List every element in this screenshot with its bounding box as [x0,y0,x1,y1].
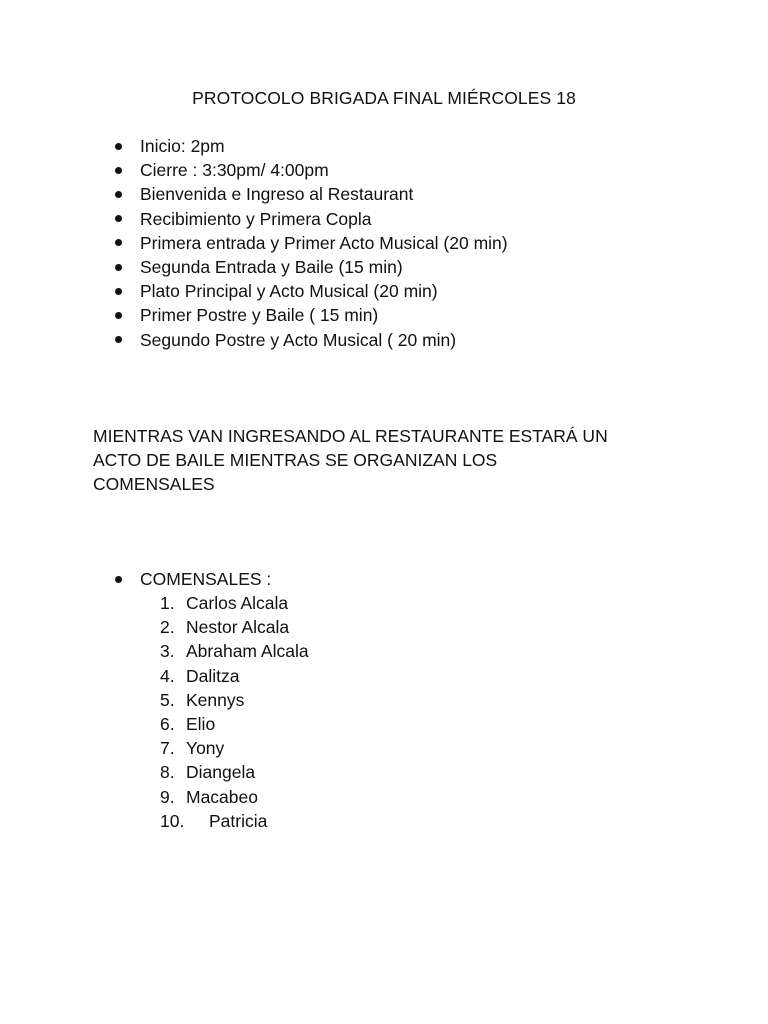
bullet-icon [115,336,122,343]
schedule-item-text: Segunda Entrada y Baile (15 min) [140,256,403,277]
bullet-icon [115,288,122,295]
schedule-item-text: Primer Postre y Baile ( 15 min) [140,305,379,326]
guest-item [160,760,309,784]
guest-number: 6. [160,713,175,734]
schedule-item-text: Recibimiento y Primera Copla [140,208,372,229]
bullet-icon [115,167,122,174]
bullet-icon [115,239,122,246]
schedule-item [114,158,508,182]
schedule-item-text: Bienvenida e Ingreso al Restaurant [140,184,414,205]
schedule-item [114,134,508,158]
schedule-item [114,231,508,255]
schedule-item [114,328,508,352]
guest-number: 5. [160,689,175,710]
guest-number: 3. [160,641,175,662]
schedule-item-text: Inicio: 2pm [140,136,225,156]
guest-number: 7. [160,738,175,759]
guest-item [160,639,309,663]
schedule-item-text: Segundo Postre y Acto Musical ( 20 min) [140,329,457,350]
guest-number: 8. [160,762,175,783]
document-title: PROTOCOLO BRIGADA FINAL MIÉRCOLES 18 [192,88,576,108]
schedule-item [114,255,508,279]
guest-name: Yony [186,738,225,759]
bullet-icon [115,576,122,583]
guest-name: Elio [186,713,216,734]
guest-item [160,736,309,760]
guest-name: Carlos Alcala [186,593,289,613]
bullet-icon [115,215,122,222]
guests-heading-item [114,567,271,591]
guest-name: Macabeo [186,786,258,807]
guest-name: Kennys [186,689,245,710]
schedule-item [114,182,508,206]
bullet-icon [115,312,122,319]
guest-name: Diangela [186,762,256,783]
guest-name: Dalitza [186,665,240,686]
bullet-icon [115,264,122,271]
guest-number: 2. [160,617,175,638]
guest-item [160,785,309,809]
schedule-item [114,303,508,327]
guest-item [160,591,309,615]
schedule-item-text: Plato Principal y Acto Musical (20 min) [140,281,438,302]
guest-item [160,664,309,688]
schedule-list [114,134,508,352]
schedule-item [114,279,508,303]
bullet-icon [115,143,122,150]
schedule-item-text: Cierre : 3:30pm/ 4:00pm [140,160,329,181]
guest-number: 10. [160,810,185,831]
guests-list [160,591,309,833]
guest-name: Nestor Alcala [186,617,290,638]
guest-item [160,712,309,736]
guest-number: 9. [160,786,175,807]
guest-number: 4. [160,665,175,686]
schedule-item [114,207,508,231]
guest-item [160,688,309,712]
guests-heading: COMENSALES : [140,569,272,589]
bullet-icon [115,191,122,198]
guest-item [160,809,309,833]
schedule-item-text: Primera entrada y Primer Acto Musical (20 min) [140,232,508,253]
guest-number: 1. [160,593,175,613]
guest-name: Patricia [209,810,268,831]
guest-name: Abraham Alcala [186,641,309,662]
arrival-paragraph: MIENTRAS VAN INGRESANDO AL RESTAURANTE ESTARÁ UN ACTO DE BAILE MIENTRAS SE ORGANIZAN LOS COMENSALES [93,426,608,494]
guest-item [160,615,309,639]
